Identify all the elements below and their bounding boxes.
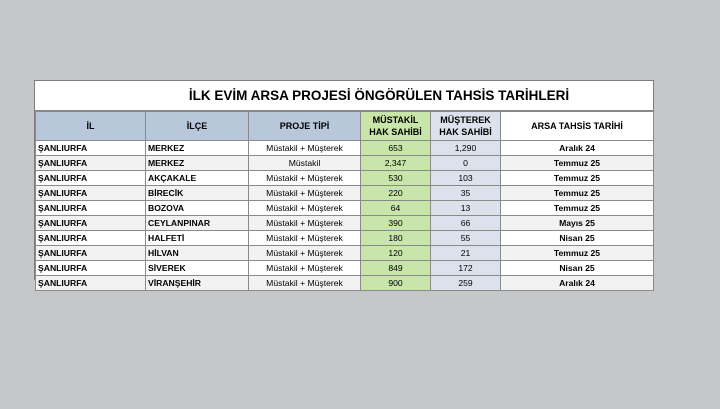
table-body bbox=[36, 141, 654, 291]
header-musterek bbox=[431, 112, 501, 141]
cell-il: ŞANLIURFA bbox=[36, 201, 146, 216]
cell-tarih: Temmuz 25 bbox=[501, 171, 654, 186]
cell-proje-tipi: Müstakil + Müşterek bbox=[249, 246, 361, 261]
header-il: İL bbox=[36, 112, 146, 141]
header-row bbox=[36, 112, 654, 141]
cell-musterek: 13 bbox=[431, 201, 501, 216]
cell-proje-tipi: Müstakil + Müşterek bbox=[249, 141, 361, 156]
table-row bbox=[36, 201, 654, 216]
cell-ilce: HİLVAN bbox=[146, 246, 249, 261]
cell-il: ŞANLIURFA bbox=[36, 186, 146, 201]
cell-mustakil: 849 bbox=[361, 261, 431, 276]
header-musterek-line2: HAK SAHİBİ bbox=[439, 127, 492, 137]
table-row bbox=[36, 141, 654, 156]
cell-musterek: 35 bbox=[431, 186, 501, 201]
header-ilce: İLÇE bbox=[146, 112, 249, 141]
cell-mustakil: 120 bbox=[361, 246, 431, 261]
cell-il: ŞANLIURFA bbox=[36, 231, 146, 246]
cell-tarih: Nisan 25 bbox=[501, 261, 654, 276]
table-title: İLK EVİM ARSA PROJESİ ÖNGÖRÜLEN TAHSİS TARİHLERİ bbox=[35, 81, 653, 111]
spreadsheet-table-image bbox=[34, 80, 654, 288]
cell-mustakil: 220 bbox=[361, 186, 431, 201]
cell-musterek: 259 bbox=[431, 276, 501, 291]
header-musterek-line1: MÜŞTEREK bbox=[440, 115, 491, 125]
cell-ilce: AKÇAKALE bbox=[146, 171, 249, 186]
cell-tarih: Temmuz 25 bbox=[501, 156, 654, 171]
cell-il: ŞANLIURFA bbox=[36, 171, 146, 186]
cell-musterek: 55 bbox=[431, 231, 501, 246]
cell-proje-tipi: Müstakil + Müşterek bbox=[249, 201, 361, 216]
table-row bbox=[36, 216, 654, 231]
cell-ilce: VİRANŞEHİR bbox=[146, 276, 249, 291]
cell-il: ŞANLIURFA bbox=[36, 276, 146, 291]
cell-il: ŞANLIURFA bbox=[36, 156, 146, 171]
cell-ilce: SİVEREK bbox=[146, 261, 249, 276]
cell-ilce: MERKEZ bbox=[146, 141, 249, 156]
cell-mustakil: 653 bbox=[361, 141, 431, 156]
cell-musterek: 172 bbox=[431, 261, 501, 276]
cell-proje-tipi: Müstakil + Müşterek bbox=[249, 276, 361, 291]
cell-mustakil: 64 bbox=[361, 201, 431, 216]
cell-tarih: Mayıs 25 bbox=[501, 216, 654, 231]
cell-ilce: HALFETİ bbox=[146, 231, 249, 246]
cell-il: ŞANLIURFA bbox=[36, 141, 146, 156]
header-mustakil-line1: MÜSTAKİL bbox=[372, 115, 419, 125]
cell-il: ŞANLIURFA bbox=[36, 261, 146, 276]
cell-musterek: 0 bbox=[431, 156, 501, 171]
cell-mustakil: 390 bbox=[361, 216, 431, 231]
cell-tarih: Temmuz 25 bbox=[501, 201, 654, 216]
cell-mustakil: 2,347 bbox=[361, 156, 431, 171]
table-row bbox=[36, 156, 654, 171]
header-proje-tipi: PROJE TİPİ bbox=[249, 112, 361, 141]
header-mustakil-line2: HAK SAHİBİ bbox=[369, 127, 422, 137]
cell-proje-tipi: Müstakil + Müşterek bbox=[249, 231, 361, 246]
cell-mustakil: 900 bbox=[361, 276, 431, 291]
cell-il: ŞANLIURFA bbox=[36, 246, 146, 261]
header-mustakil bbox=[361, 112, 431, 141]
allocation-table bbox=[35, 111, 654, 291]
cell-ilce: BİRECİK bbox=[146, 186, 249, 201]
cell-tarih: Nisan 25 bbox=[501, 231, 654, 246]
cell-tarih: Aralık 24 bbox=[501, 141, 654, 156]
cell-tarih: Temmuz 25 bbox=[501, 246, 654, 261]
cell-musterek: 66 bbox=[431, 216, 501, 231]
cell-tarih: Temmuz 25 bbox=[501, 186, 654, 201]
cell-ilce: MERKEZ bbox=[146, 156, 249, 171]
table-row bbox=[36, 171, 654, 186]
cell-mustakil: 180 bbox=[361, 231, 431, 246]
cell-proje-tipi: Müstakil + Müşterek bbox=[249, 171, 361, 186]
cell-musterek: 21 bbox=[431, 246, 501, 261]
table-row bbox=[36, 261, 654, 276]
table-row bbox=[36, 246, 654, 261]
cell-ilce: BOZOVA bbox=[146, 201, 249, 216]
cell-proje-tipi: Müstakil + Müşterek bbox=[249, 216, 361, 231]
cell-ilce: CEYLANPINAR bbox=[146, 216, 249, 231]
cell-proje-tipi: Müstakil + Müşterek bbox=[249, 261, 361, 276]
cell-proje-tipi: Müstakil + Müşterek bbox=[249, 186, 361, 201]
cell-il: ŞANLIURFA bbox=[36, 216, 146, 231]
table-row bbox=[36, 276, 654, 291]
header-tarih: ARSA TAHSİS TARİHİ bbox=[501, 112, 654, 141]
cell-proje-tipi: Müstakil bbox=[249, 156, 361, 171]
cell-musterek: 103 bbox=[431, 171, 501, 186]
cell-mustakil: 530 bbox=[361, 171, 431, 186]
table-row bbox=[36, 186, 654, 201]
table-row bbox=[36, 231, 654, 246]
cell-tarih: Aralık 24 bbox=[501, 276, 654, 291]
cell-musterek: 1,290 bbox=[431, 141, 501, 156]
